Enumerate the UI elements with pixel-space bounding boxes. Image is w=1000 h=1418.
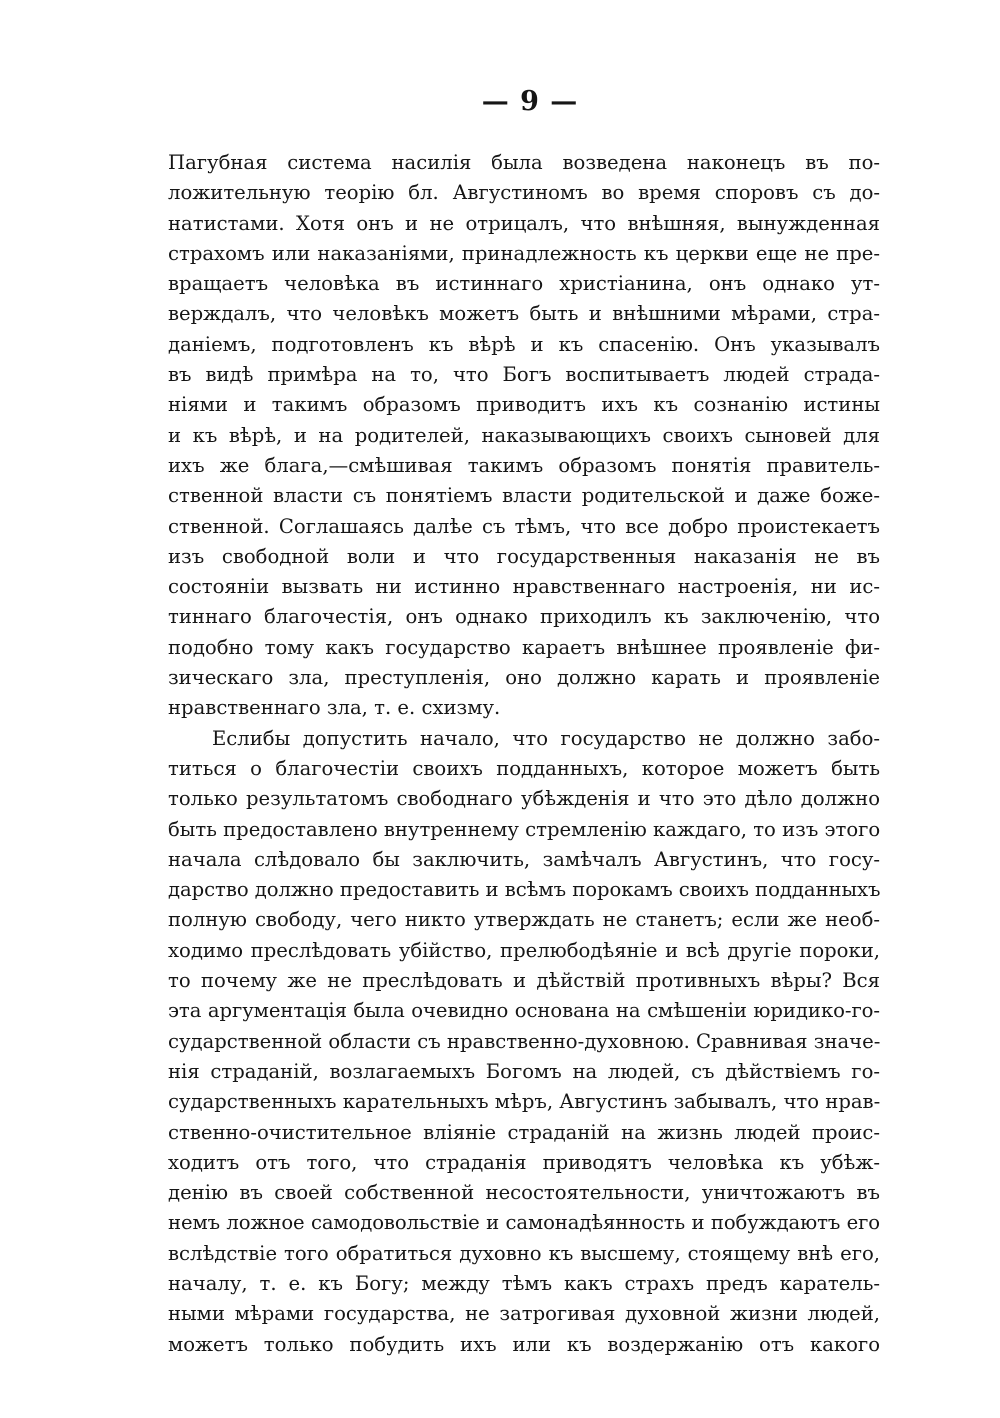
text-line: можетъ только побудить ихъ или къ воздержанію отъ какого [168,1332,880,1356]
text-line: быть предоставлено внутреннему стремленію каждаго, то изъ этого [168,817,880,841]
text-line: верждалъ, что человѣкъ можетъ быть и внѣшними мѣрами, стра- [168,302,880,326]
text-line: немъ ложное самодовольствіе и самонадѣянность и побуждаютъ его [168,1211,880,1235]
body-text [168,148,880,1360]
text-line: ходитъ отъ того, что страданія приводятъ человѣка къ убѣж- [168,1150,880,1174]
text-line: эта аргументація была очевидно основана на смѣшеніи юридико-го- [168,999,880,1023]
text-line: подобно тому какъ государство караетъ внѣшнее проявленіе фи- [168,635,880,659]
text-line: ніями и такимъ образомъ приводитъ ихъ къ сознанію истины [168,393,880,417]
text-line: денію въ своей собственной несостоятельности, уничтожаютъ въ [168,1181,880,1205]
text-line: сударственныхъ карательныхъ мѣръ, Августинъ забывалъ, что нрав- [168,1090,880,1114]
text-line: нія страданій, возлагаемыхъ Богомъ на людей, съ дѣйствіемъ го- [168,1059,880,1083]
text-line: даніемъ, подготовленъ къ вѣрѣ и къ спасенію. Онъ указывалъ [168,332,880,356]
text-line: состояніи вызвать ни истинно нравственнаго настроенія, ни ис- [168,575,880,599]
text-line: сударственной области съ нравственно-духовною. Сравнивая значе- [168,1029,880,1053]
paragraph-end-line: нравственнаго зла, т. е. схизму. [168,696,501,720]
text-line: ными мѣрами государства, не затрогивая духовной жизни людей, [168,1302,880,1326]
text-line: начала слѣдовало бы заключить, замѣчалъ Августинъ, что госу- [168,847,880,871]
text-line: ственно-очистительное вліяніе страданій на жизнь людей проис- [168,1120,880,1144]
text-line: только результатомъ свободнаго убѣжденія и что это дѣло должно [168,787,880,811]
text-line: ходимо преслѣдовать убійство, прелюбодѣяніе и всѣ другіе пороки, [168,938,880,962]
text-line: Пагубная система насилія была возведена наконецъ въ по- [168,151,880,174]
text-line: вслѣдствіе того обратиться духовно къ высшему, стоящему внѣ его, [168,1241,880,1265]
text-line: натистами. Хотя онъ и не отрицалъ, что внѣшняя, вынужденная [168,211,880,235]
text-line: то почему же не преслѣдовать и дѣйствій противныхъ вѣры? Вся [168,969,880,993]
text-line: началу, т. е. къ Богу; между тѣмъ какъ страхъ предъ каратель- [168,1271,880,1295]
text-line: въ видѣ примѣра на то, что Богъ воспитываетъ людей страда- [168,363,880,387]
text-line: зическаго зла, преступленія, оно должно карать и проявленіе [168,666,880,690]
paragraph-first-line: Еслибы допустить начало, что государство не должно забо- [212,726,880,750]
text-line: ственной власти съ понятіемъ власти родительской и даже боже- [168,484,880,508]
text-line: ственной. Соглашаясь далѣе съ тѣмъ, что все добро проистекаетъ [168,514,880,538]
text-line: ложительную теорію бл. Августиномъ во время споровъ съ до- [168,181,880,205]
text-line: изъ свободной воли и что государственныя наказанія не въ [168,544,880,568]
text-line: полную свободу, чего никто утверждать не станетъ; если же необ- [168,908,880,932]
text-line: ихъ же блага,—смѣшивая такимъ образомъ понятія правитель- [168,453,880,477]
text-line: титься о благочестіи своихъ подданныхъ, которое можетъ быть [168,756,880,780]
text-line: вращаетъ человѣка въ истиннаго христіанина, онъ однако ут- [168,272,880,296]
text-line: страхомъ или наказаніями, принадлежность къ церкви еще не пре- [168,241,880,265]
text-line: дарство должно предоставить и всѣмъ порокамъ своихъ подданныхъ [168,878,880,902]
text-line: тиннаго благочестія, онъ однако приходилъ къ заключенію, что [168,605,880,629]
text-line: и къ вѣрѣ, и на родителей, наказывающихъ своихъ сыновей для [168,423,880,447]
page-number: — 9 — [481,86,579,117]
